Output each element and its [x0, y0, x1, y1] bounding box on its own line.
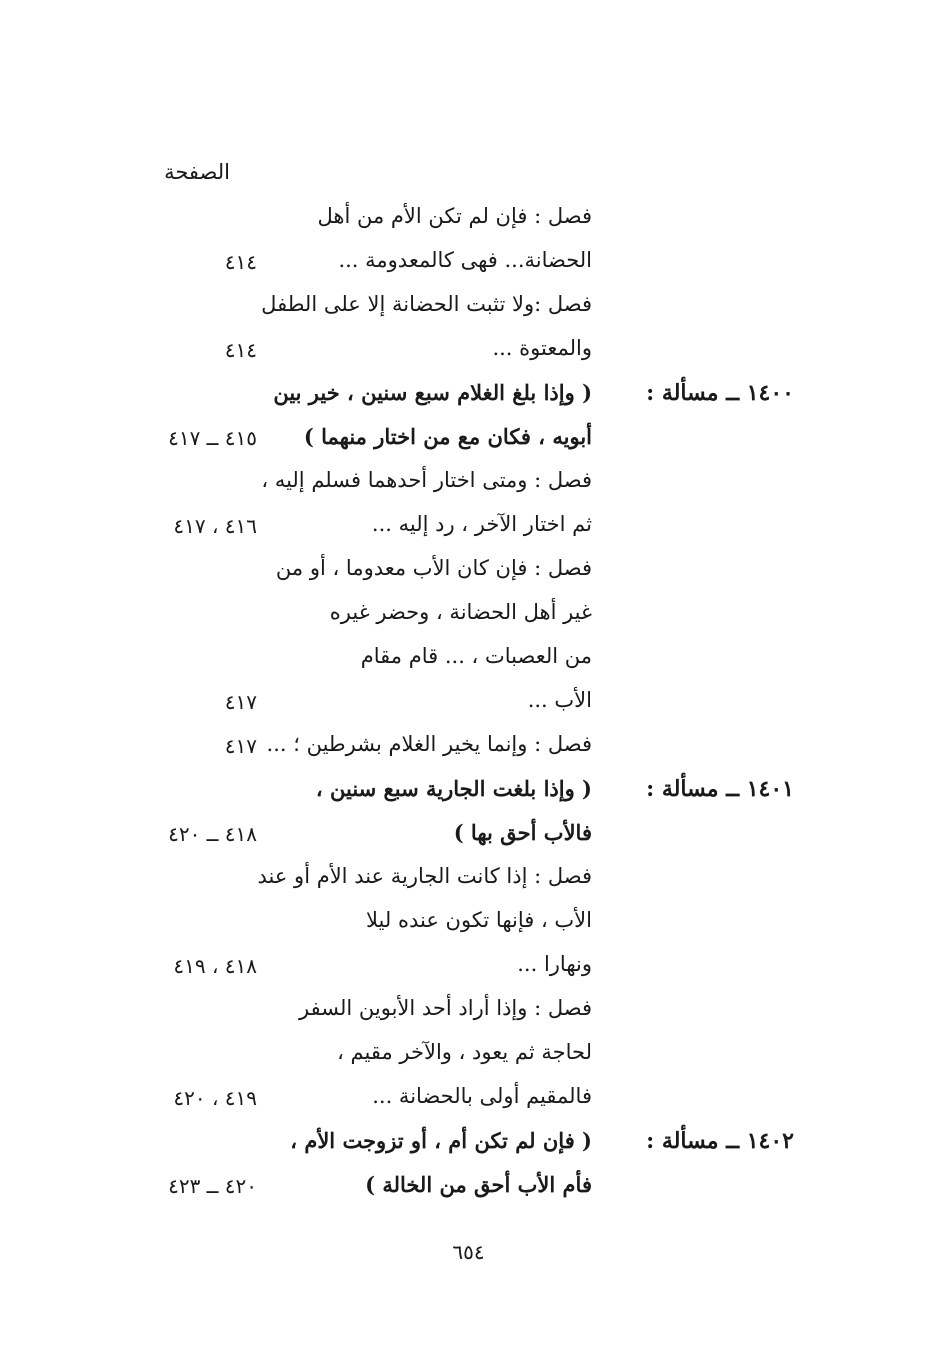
page-reference: ٤١٥ ــ ٤١٧	[168, 426, 257, 450]
index-line	[0, 728, 937, 768]
index-line	[0, 816, 937, 856]
index-line	[0, 1080, 937, 1120]
entry-text: فأم الأب أحق من الخالة )	[365, 1172, 592, 1197]
index-line	[0, 640, 937, 680]
entry-text: فصل : وإذا أراد أحد الأبوين السفر	[299, 996, 592, 1020]
entry-text: فالأب أحق بها )	[453, 820, 592, 845]
entry-text: الحضانة... فهى كالمعدومة ...	[338, 248, 592, 272]
entry-text: ( وإذا بلغ الغلام سبع سنين ، خير بين	[273, 380, 592, 405]
index-line	[0, 772, 937, 812]
entry-text: الأب ...	[527, 688, 592, 712]
index-line	[0, 904, 937, 944]
entry-text: من العصبات ، ... قام مقام	[360, 644, 592, 668]
entry-text: فصل : إذا كانت الجارية عند الأم أو عند	[257, 864, 592, 888]
index-line	[0, 376, 937, 416]
page-reference: ٤١٨ ، ٤١٩	[173, 954, 257, 978]
index-line	[0, 508, 937, 548]
entry-text: غير أهل الحضانة ، وحضر غيره	[329, 600, 592, 624]
index-line	[0, 200, 937, 240]
question-number: ١٤٠٠ ــ مسألة :	[646, 380, 794, 406]
index-line	[0, 1168, 937, 1208]
page-reference: ٤٢٠ ــ ٤٢٣	[168, 1174, 257, 1198]
entry-text: فصل :ولا تثبت الحضانة إلا على الطفل	[261, 292, 592, 316]
entry-text: والمعتوة ...	[492, 336, 592, 360]
entry-text: فصل : فإن كان الأب معدوما ، أو من	[275, 556, 592, 580]
question-number: ١٤٠١ ــ مسألة :	[646, 776, 794, 802]
entry-text: أبويه ، فكان مع من اختار منهما )	[303, 424, 592, 449]
index-line	[0, 420, 937, 460]
page-reference: ٤١٧	[224, 734, 257, 758]
index-line	[0, 552, 937, 592]
index-line	[0, 332, 937, 372]
index-line	[0, 464, 937, 504]
page-reference: ٤١٦ ، ٤١٧	[173, 514, 257, 538]
entry-text: ثم اختار الآخر ، رد إليه ...	[371, 512, 592, 536]
page-column-label: الصفحة	[164, 160, 230, 184]
index-line	[0, 244, 937, 284]
index-line	[0, 992, 937, 1032]
page-reference: ٤١٧	[224, 690, 257, 714]
entry-text: ونهارا ...	[517, 952, 592, 976]
page-number: ٦٥٤	[452, 1240, 485, 1264]
page-reference: ٤١٤	[224, 338, 257, 362]
entry-text: فصل : فإن لم تكن الأم من أهل	[317, 204, 592, 228]
index-line	[0, 684, 937, 724]
page-reference: ٤١٨ ــ ٤٢٠	[168, 822, 257, 846]
entry-text: الأب ، فإنها تكون عنده ليلا	[366, 908, 592, 932]
page-reference: ٤١٩ ، ٤٢٠	[173, 1086, 257, 1110]
entry-text: لحاجة ثم يعود ، والآخر مقيم ،	[337, 1040, 592, 1064]
entry-text: ( فإن لم تكن أم ، أو تزوجت الأم ،	[290, 1128, 592, 1153]
question-number: ١٤٠٢ ــ مسألة :	[646, 1128, 794, 1154]
entry-text: فصل : وإنما يخير الغلام بشرطين ؛ ...	[266, 732, 592, 756]
entry-text: ( وإذا بلغت الجارية سبع سنين ،	[315, 776, 592, 801]
entry-text: فالمقيم أولى بالحضانة ...	[372, 1084, 592, 1108]
index-line	[0, 1036, 937, 1076]
index-line	[0, 948, 937, 988]
index-line	[0, 288, 937, 328]
index-line	[0, 860, 937, 900]
page-reference: ٤١٤	[224, 250, 257, 274]
index-line	[0, 596, 937, 636]
entry-text: فصل : ومتى اختار أحدهما فسلم إليه ،	[261, 468, 592, 492]
index-line	[0, 1124, 937, 1164]
